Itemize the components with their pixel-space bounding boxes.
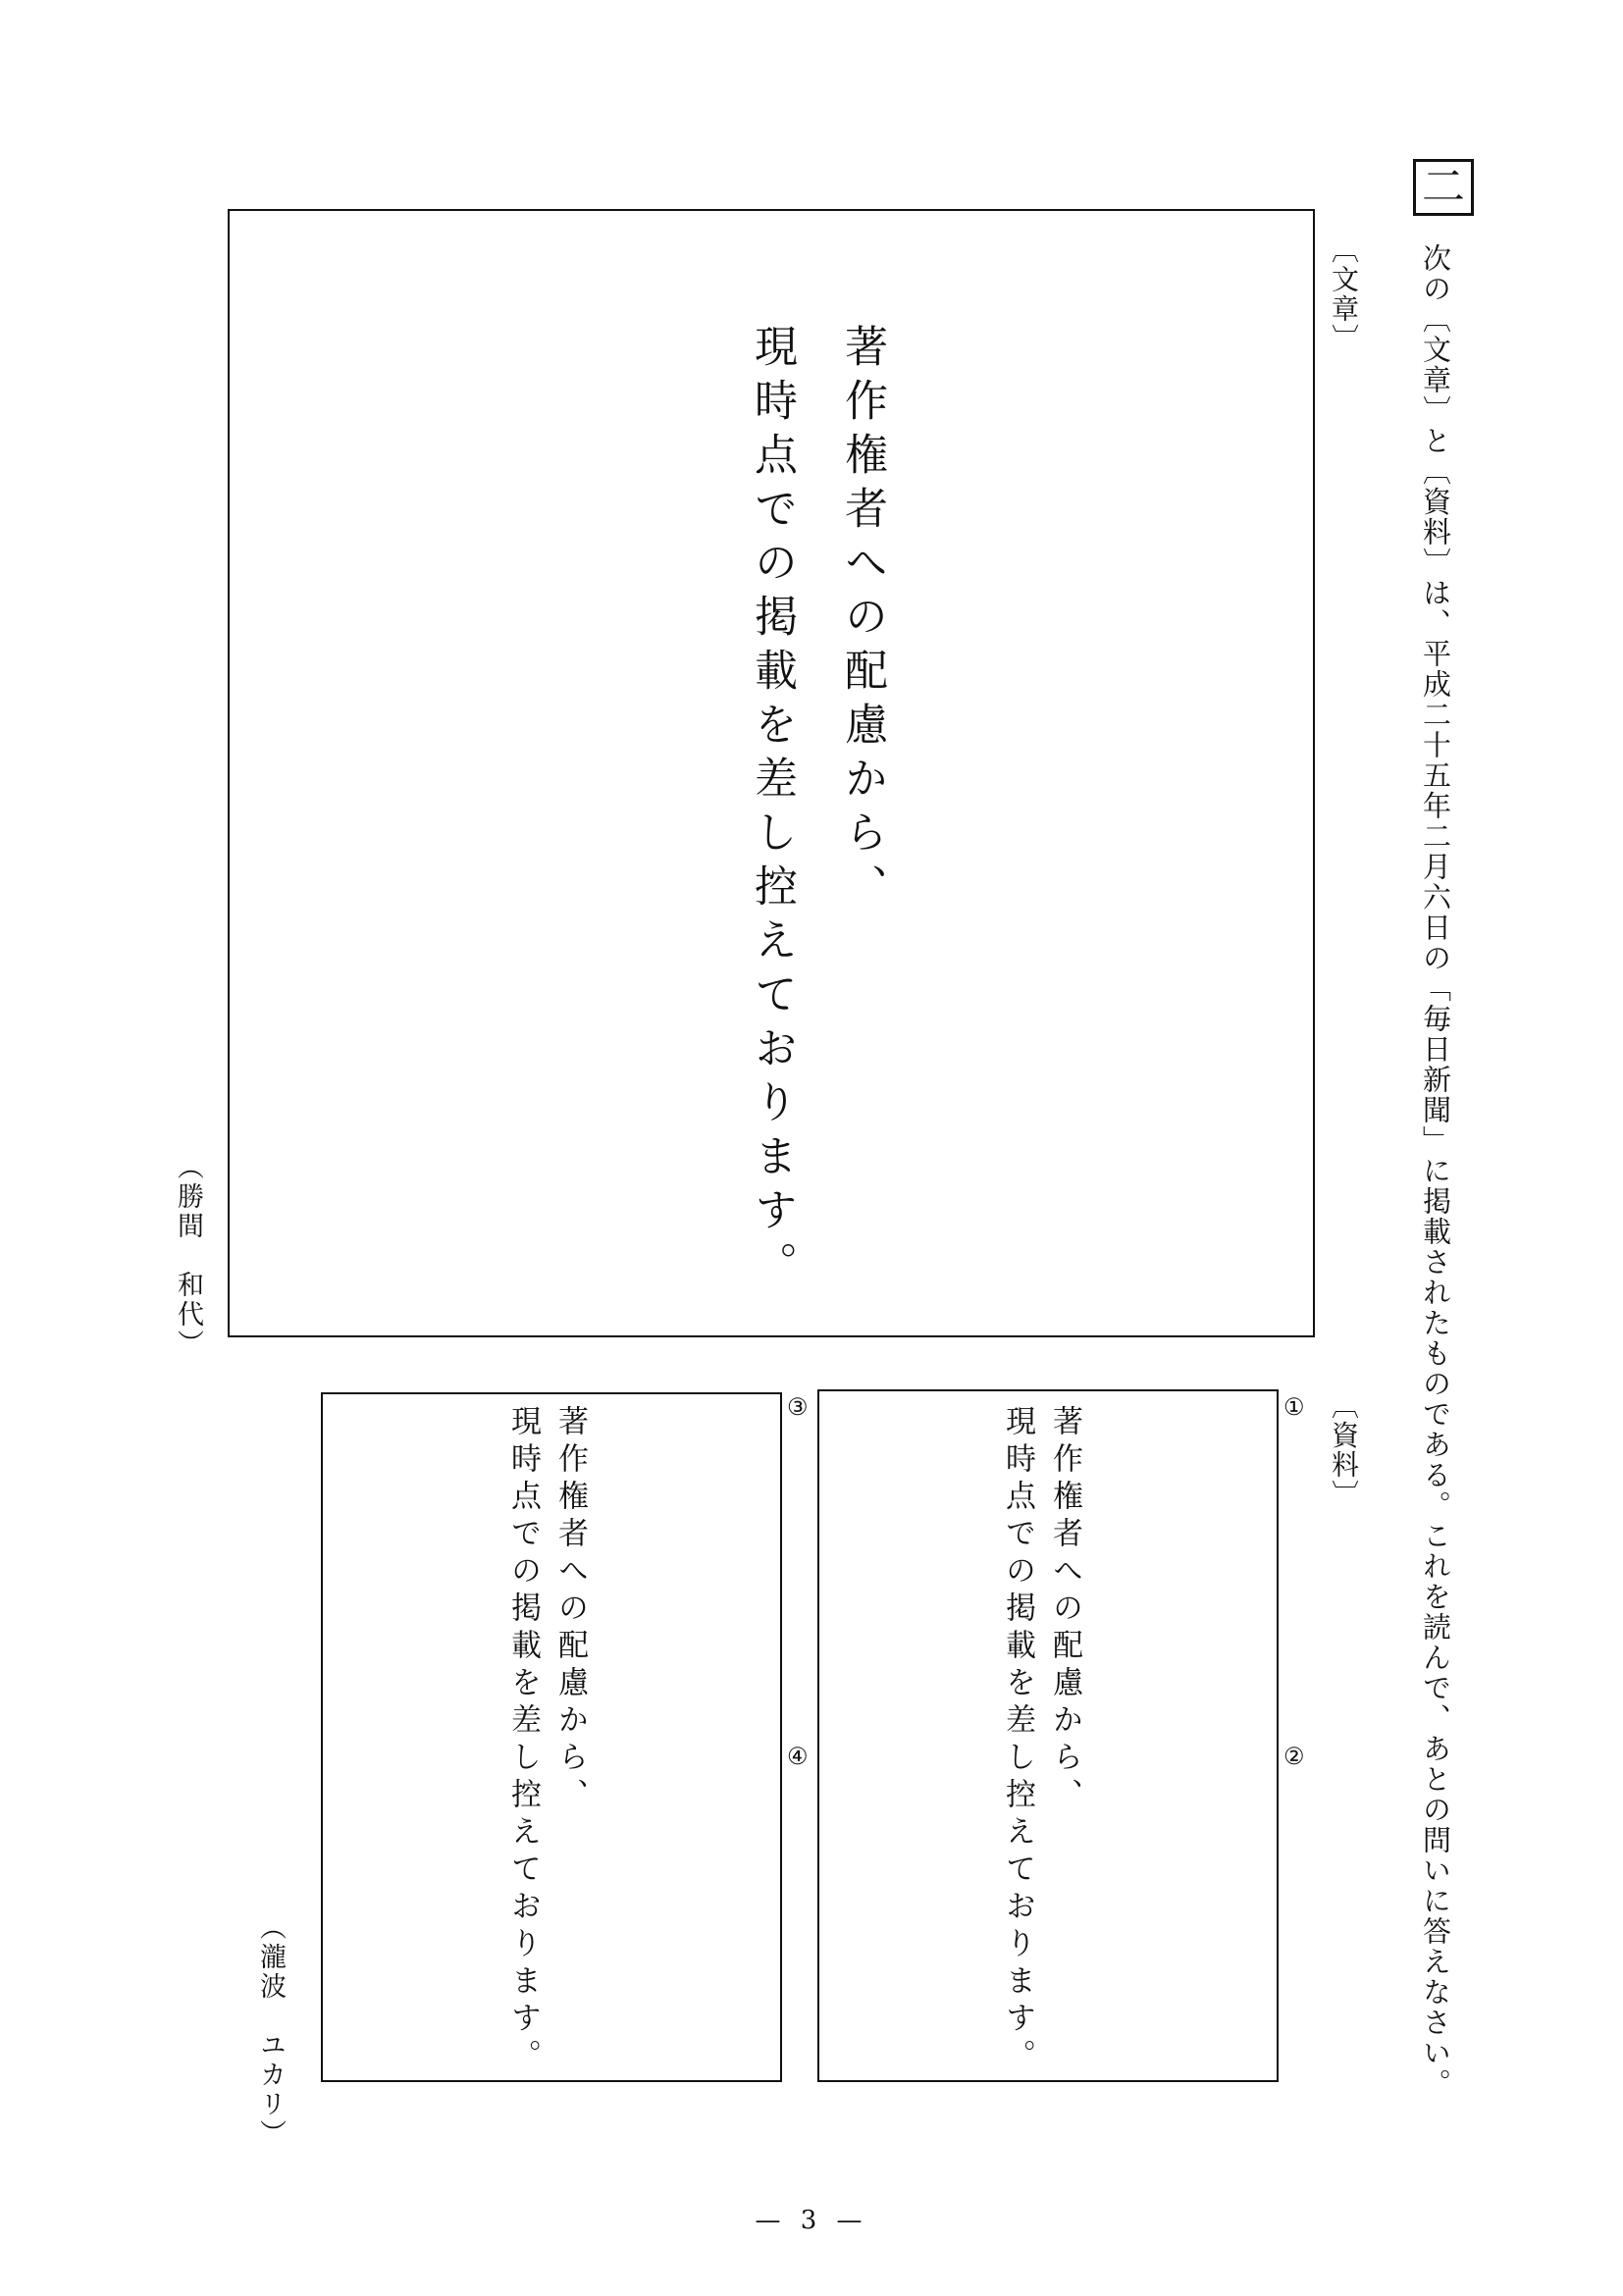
bunsho-author: （勝間 和代）: [173, 1153, 203, 1359]
bunsho-copyright-notice: 著作権者への配慮から、 現時点での掲載を差し控えております。: [747, 324, 887, 1295]
bunsho-label: 〔文章〕: [1328, 235, 1360, 353]
marker-4: ④: [787, 1743, 809, 1770]
shiryo-box-2-notice: 著作権者への配慮から、 現時点での掲載を差し控えております。: [505, 1405, 588, 2076]
shiryo-box-1-notice: 著作権者への配慮から、 現時点での掲載を差し控えております。: [1000, 1405, 1082, 2076]
section-number-text: 二: [1422, 162, 1465, 212]
shiryo-label: 〔資料〕: [1328, 1391, 1360, 1509]
marker-2: ②: [1283, 1743, 1305, 1770]
question-instruction: 次の〔文章〕と〔資料〕は、平成二十五年二月六日の「毎日新聞」に掲載されたものである。これを読んで、あとの問いに答えなさい。: [1419, 243, 1452, 2099]
marker-1: ①: [1283, 1393, 1305, 1421]
section-number: [1413, 159, 1474, 216]
page-number: — 3 —: [755, 2206, 868, 2235]
marker-3: ③: [787, 1393, 809, 1421]
shiryo-author: （瀧波 ユカリ）: [255, 1913, 286, 2149]
